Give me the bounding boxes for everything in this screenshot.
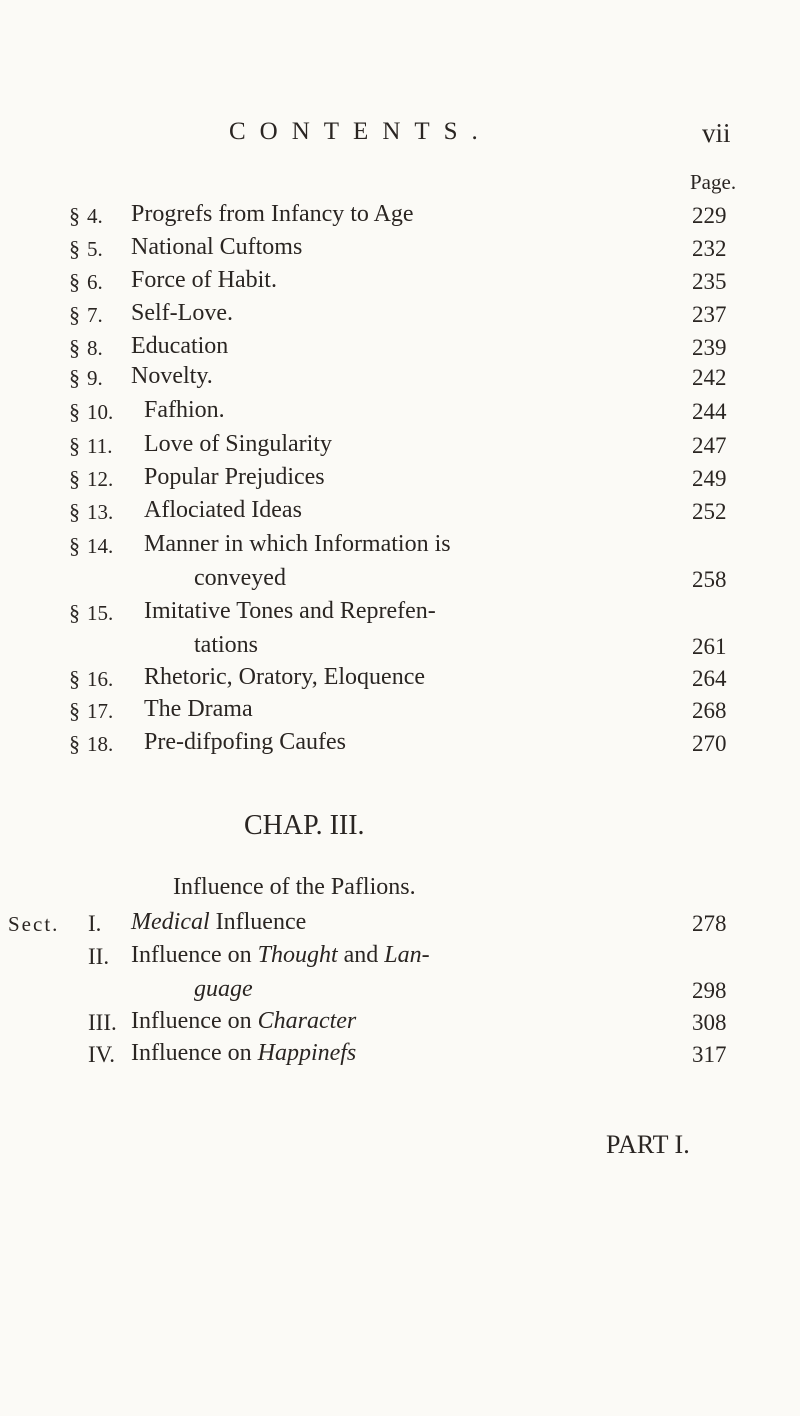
section-page: 278 bbox=[692, 911, 727, 936]
entry-page: 232 bbox=[692, 236, 727, 261]
entry-title: Force of Habit. bbox=[131, 267, 277, 293]
entry-page: 237 bbox=[692, 302, 727, 327]
entry-page: 252 bbox=[692, 499, 727, 524]
entry-page: 261 bbox=[692, 634, 727, 659]
entry-title-continued: conveyed bbox=[194, 565, 286, 591]
entry-number: 12. bbox=[87, 467, 114, 491]
entry-number: 6. bbox=[87, 270, 103, 294]
entry-page: 258 bbox=[692, 567, 727, 592]
section-symbol: § bbox=[69, 666, 80, 691]
entry-number: 10. bbox=[87, 400, 114, 424]
section-symbol: § bbox=[69, 466, 80, 491]
entry-number: 4. bbox=[87, 204, 103, 228]
entry-number: 11. bbox=[87, 434, 113, 458]
section-symbol: § bbox=[69, 302, 80, 327]
entry-title: Novelty. bbox=[131, 363, 213, 389]
catchword: PART I. bbox=[606, 1130, 690, 1159]
running-header-title: CONTENTS. bbox=[229, 118, 492, 145]
entry-number: 16. bbox=[87, 667, 114, 691]
section-symbol: § bbox=[69, 731, 80, 756]
sect-label: Sect. bbox=[8, 912, 60, 936]
section-symbol: § bbox=[69, 533, 80, 558]
entry-title: Self-Love. bbox=[131, 300, 233, 326]
entry-title: National Cuftoms bbox=[131, 234, 303, 260]
section-symbol: § bbox=[69, 698, 80, 723]
section-title: Influence on Happinefs bbox=[131, 1040, 357, 1066]
entry-number: 18. bbox=[87, 732, 114, 756]
section-symbol: § bbox=[69, 236, 80, 261]
page-numeral: vii bbox=[702, 118, 731, 148]
section-roman: II. bbox=[88, 944, 110, 969]
entry-page: 249 bbox=[692, 466, 727, 491]
entry-title: Progrefs from Infancy to Age bbox=[131, 201, 414, 227]
entry-number: 7. bbox=[87, 303, 103, 327]
entry-number: 14. bbox=[87, 534, 114, 558]
section-symbol: § bbox=[69, 269, 80, 294]
entry-page: 235 bbox=[692, 269, 727, 294]
entry-number: 17. bbox=[87, 699, 114, 723]
section-symbol: § bbox=[69, 433, 80, 458]
entry-title: Popular Prejudices bbox=[144, 464, 325, 490]
section-page: 308 bbox=[692, 1010, 727, 1035]
chapter-heading: CHAP. III. bbox=[244, 810, 365, 841]
entry-number: 13. bbox=[87, 500, 114, 524]
entry-title: The Drama bbox=[144, 696, 253, 722]
section-title: Influence on Character bbox=[131, 1008, 357, 1034]
section-symbol: § bbox=[69, 365, 80, 390]
entry-title: Manner in which Information is bbox=[144, 531, 451, 557]
entry-page: 247 bbox=[692, 433, 727, 458]
entry-title-continued: tations bbox=[194, 632, 258, 658]
entry-number: 9. bbox=[87, 366, 103, 390]
page-column-label: Page. bbox=[690, 170, 737, 194]
entry-title: Love of Singularity bbox=[144, 431, 332, 457]
chapter-subtitle: Influence of the Paflions. bbox=[173, 874, 416, 900]
entry-page: 264 bbox=[692, 666, 727, 691]
section-roman: IV. bbox=[88, 1042, 116, 1067]
section-page: 317 bbox=[692, 1042, 727, 1067]
entry-page: 239 bbox=[692, 335, 727, 360]
section-roman: III. bbox=[88, 1010, 117, 1035]
entry-number: 5. bbox=[87, 237, 103, 261]
entry-page: 242 bbox=[692, 365, 727, 390]
entry-page: 268 bbox=[692, 698, 727, 723]
section-symbol: § bbox=[69, 499, 80, 524]
section-title: Medical Influence bbox=[131, 909, 307, 935]
section-symbol: § bbox=[69, 399, 80, 424]
section-roman: I. bbox=[88, 911, 102, 936]
entry-title: Fafhion. bbox=[144, 397, 225, 423]
entry-number: 15. bbox=[87, 601, 114, 625]
entry-title: Imitative Tones and Reprefen- bbox=[144, 598, 436, 624]
entry-title: Aflociated Ideas bbox=[144, 497, 302, 523]
section-title-continued: guage bbox=[194, 976, 253, 1002]
section-symbol: § bbox=[69, 335, 80, 360]
entry-page: 244 bbox=[692, 399, 727, 424]
section-symbol: § bbox=[69, 600, 80, 625]
entry-page: 270 bbox=[692, 731, 727, 756]
entry-page: 229 bbox=[692, 203, 727, 228]
section-page: 298 bbox=[692, 978, 727, 1003]
section-title: Influence on Thought and Lan- bbox=[131, 942, 430, 968]
entry-title: Pre-difpofing Caufes bbox=[144, 729, 346, 755]
entry-title: Rhetoric, Oratory, Eloquence bbox=[144, 664, 426, 690]
entry-number: 8. bbox=[87, 336, 103, 360]
section-symbol: § bbox=[69, 203, 80, 228]
entry-title: Education bbox=[131, 333, 229, 359]
